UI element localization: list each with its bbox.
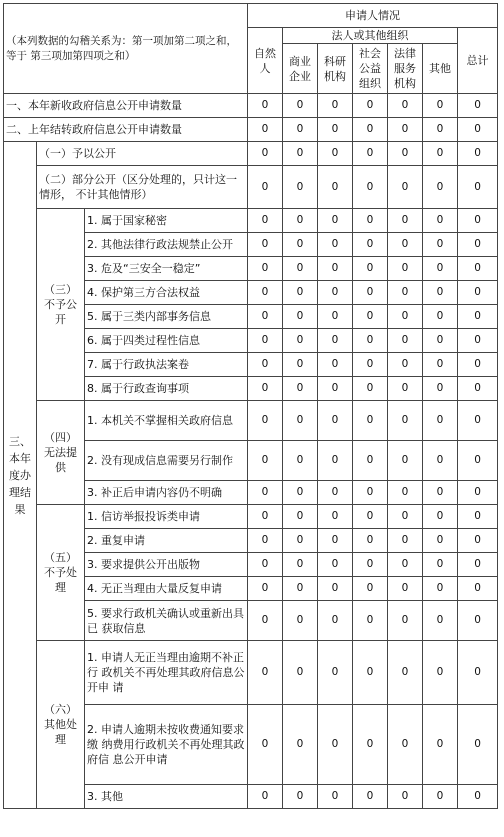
table-cell-value: 0	[388, 577, 423, 601]
table-cell-value: 0	[458, 577, 498, 601]
row-label-new-applications: 一、本年新收政府信息公开申请数量	[4, 94, 248, 118]
table-cell-value: 0	[318, 281, 353, 305]
row-label-carried-over: 二、上年结转政府信息公开申请数量	[4, 118, 248, 142]
table-cell-value: 0	[283, 785, 318, 809]
table-cell-value: 0	[318, 209, 353, 233]
table-cell-value: 0	[353, 401, 388, 441]
col-research-institution: 科研机构	[318, 44, 353, 94]
table-cell-value: 0	[458, 705, 498, 785]
table-cell-value: 0	[423, 166, 458, 209]
table-cell-value: 0	[248, 577, 283, 601]
table-cell-value: 0	[423, 601, 458, 641]
table-cell-value: 0	[318, 377, 353, 401]
table-cell-value: 0	[318, 118, 353, 142]
table-cell-value: 0	[248, 505, 283, 529]
table-cell-value: 0	[283, 118, 318, 142]
table-row	[4, 94, 498, 118]
table-cell-value: 0	[318, 481, 353, 505]
table-cell-value: 0	[388, 305, 423, 329]
item-label: 3. 补正后申请内容仍不明确	[85, 481, 248, 505]
table-cell-value: 0	[318, 257, 353, 281]
item-label: 1. 申请人无正当理由逾期不补正行 政机关不再处理其政府信息公开申 请	[85, 641, 248, 705]
group-label-other-processing: （六）其他处理	[37, 641, 85, 809]
table-cell-value: 0	[388, 142, 423, 166]
table-cell-value: 0	[353, 329, 388, 353]
item-label: 3. 危及“三安全一稳定”	[85, 257, 248, 281]
table-cell-value: 0	[353, 305, 388, 329]
table-cell-value: 0	[388, 553, 423, 577]
table-cell-value: 0	[283, 441, 318, 481]
table-cell-value: 0	[318, 641, 353, 705]
table-cell-value: 0	[423, 353, 458, 377]
table-cell-value: 0	[353, 377, 388, 401]
table-cell-value: 0	[248, 377, 283, 401]
table-cell-value: 0	[353, 142, 388, 166]
table-note: （本列数据的勾稽关系为：第一项加第二项之和，等于 第三项加第四项之和）	[4, 4, 248, 94]
table-cell-value: 0	[318, 166, 353, 209]
table-cell-value: 0	[353, 785, 388, 809]
table-cell-value: 0	[458, 401, 498, 441]
table-cell-value: 0	[353, 481, 388, 505]
table-cell-value: 0	[423, 641, 458, 705]
table-cell-value: 0	[283, 641, 318, 705]
table-cell-value: 0	[388, 118, 423, 142]
item-label: 4. 无正当理由大量反复申请	[85, 577, 248, 601]
table-row	[4, 641, 498, 705]
table-cell-value: 0	[353, 118, 388, 142]
table-cell-value: 0	[423, 281, 458, 305]
table-cell-value: 0	[423, 377, 458, 401]
table-cell-value: 0	[318, 142, 353, 166]
group-label-not-disclosed: （三）不予公开	[37, 209, 85, 401]
table-cell-value: 0	[458, 281, 498, 305]
table-cell-value: 0	[458, 377, 498, 401]
table-cell-value: 0	[388, 401, 423, 441]
table-cell-value: 0	[318, 705, 353, 785]
item-label: 2. 重复申请	[85, 529, 248, 553]
table-cell-value: 0	[423, 481, 458, 505]
table-cell-value: 0	[458, 481, 498, 505]
table-cell-value: 0	[248, 353, 283, 377]
table-cell-value: 0	[423, 577, 458, 601]
table-cell-value: 0	[318, 329, 353, 353]
table-cell-value: 0	[318, 529, 353, 553]
table-cell-value: 0	[318, 553, 353, 577]
section-3-label: 三、本年度办理结果	[4, 142, 37, 809]
table-cell-value: 0	[353, 281, 388, 305]
table-cell-value: 0	[283, 529, 318, 553]
table-cell-value: 0	[388, 441, 423, 481]
table-cell-value: 0	[248, 257, 283, 281]
table-cell-value: 0	[458, 233, 498, 257]
table-cell-value: 0	[388, 529, 423, 553]
item-label: 5. 要求行政机关确认或重新出具已 获取信息	[85, 601, 248, 641]
table-cell-value: 0	[388, 329, 423, 353]
table-cell-value: 0	[458, 166, 498, 209]
col-legal-service-org: 法律服务机构	[388, 44, 423, 94]
table-cell-value: 0	[353, 209, 388, 233]
table-cell-value: 0	[248, 329, 283, 353]
table-cell-value: 0	[283, 705, 318, 785]
table-cell-value: 0	[423, 142, 458, 166]
table-cell-value: 0	[458, 441, 498, 481]
table-cell-value: 0	[318, 353, 353, 377]
col-total: 总计	[458, 28, 498, 94]
table-cell-value: 0	[353, 705, 388, 785]
table-cell-value: 0	[283, 305, 318, 329]
table-cell-value: 0	[283, 281, 318, 305]
table-cell-value: 0	[248, 166, 283, 209]
table-cell-value: 0	[423, 305, 458, 329]
table-cell-value: 0	[458, 601, 498, 641]
table-cell-value: 0	[458, 257, 498, 281]
table-cell-value: 0	[388, 601, 423, 641]
disclosure-stats-table	[3, 3, 498, 809]
table-cell-value: 0	[353, 601, 388, 641]
table-cell-value: 0	[283, 481, 318, 505]
table-cell-value: 0	[318, 601, 353, 641]
table-cell-value: 0	[248, 209, 283, 233]
table-cell-value: 0	[423, 209, 458, 233]
group-label-unable-to-provide: （四）无法提供	[37, 401, 85, 505]
table-cell-value: 0	[423, 329, 458, 353]
table-cell-value: 0	[283, 257, 318, 281]
table-cell-value: 0	[458, 505, 498, 529]
col-commercial-enterprise: 商业企业	[283, 44, 318, 94]
item-label: 1. 本机关不掌握相关政府信息	[85, 401, 248, 441]
table-cell-value: 0	[318, 305, 353, 329]
table-cell-value: 0	[353, 553, 388, 577]
table-cell-value: 0	[353, 641, 388, 705]
table-cell-value: 0	[423, 785, 458, 809]
table-cell-value: 0	[248, 481, 283, 505]
table-cell-value: 0	[423, 94, 458, 118]
table-cell-value: 0	[458, 329, 498, 353]
table-cell-value: 0	[318, 785, 353, 809]
table-cell-value: 0	[423, 553, 458, 577]
table-cell-value: 0	[423, 233, 458, 257]
table-cell-value: 0	[318, 505, 353, 529]
table-cell-value: 0	[248, 401, 283, 441]
table-row	[4, 166, 498, 209]
table-cell-value: 0	[388, 641, 423, 705]
table-cell-value: 0	[248, 281, 283, 305]
table-cell-value: 0	[388, 505, 423, 529]
table-cell-value: 0	[318, 94, 353, 118]
table-row	[4, 142, 498, 166]
table-cell-value: 0	[283, 553, 318, 577]
row-label-disclosed: （一）予以公开	[37, 142, 248, 166]
table-cell-value: 0	[283, 577, 318, 601]
item-label: 3. 要求提供公开出版物	[85, 553, 248, 577]
table-cell-value: 0	[353, 505, 388, 529]
table-cell-value: 0	[283, 601, 318, 641]
table-cell-value: 0	[353, 94, 388, 118]
item-label: 1. 信访举报投诉类申请	[85, 505, 248, 529]
item-label: 2. 没有现成信息需要另行制作	[85, 441, 248, 481]
table-cell-value: 0	[388, 257, 423, 281]
row-label-partially-disclosed: （二）部分公开（区分处理的，只计这一情形， 不计其他情形）	[37, 166, 248, 209]
table-cell-value: 0	[353, 257, 388, 281]
table-cell-value: 0	[388, 209, 423, 233]
table-cell-value: 0	[458, 785, 498, 809]
table-cell-value: 0	[248, 641, 283, 705]
item-label: 7. 属于行政执法案卷	[85, 353, 248, 377]
table-cell-value: 0	[283, 329, 318, 353]
table-cell-value: 0	[248, 233, 283, 257]
table-cell-value: 0	[318, 577, 353, 601]
table-cell-value: 0	[458, 529, 498, 553]
table-cell-value: 0	[458, 118, 498, 142]
table-cell-value: 0	[353, 529, 388, 553]
table-cell-value: 0	[318, 233, 353, 257]
table-cell-value: 0	[248, 705, 283, 785]
table-cell-value: 0	[423, 257, 458, 281]
col-natural-person: 自然人	[248, 28, 283, 94]
table-cell-value: 0	[388, 166, 423, 209]
table-cell-value: 0	[458, 353, 498, 377]
table-cell-value: 0	[283, 142, 318, 166]
table-cell-value: 0	[423, 401, 458, 441]
table-cell-value: 0	[388, 705, 423, 785]
table-cell-value: 0	[458, 305, 498, 329]
col-other: 其他	[423, 44, 458, 94]
item-label: 3. 其他	[85, 785, 248, 809]
table-cell-value: 0	[283, 233, 318, 257]
table-cell-value: 0	[283, 166, 318, 209]
table-cell-value: 0	[353, 166, 388, 209]
table-cell-value: 0	[248, 94, 283, 118]
table-cell-value: 0	[388, 94, 423, 118]
table-cell-value: 0	[458, 553, 498, 577]
item-label: 8. 属于行政查询事项	[85, 377, 248, 401]
table-cell-value: 0	[388, 785, 423, 809]
table-cell-value: 0	[318, 441, 353, 481]
table-cell-value: 0	[248, 601, 283, 641]
table-cell-value: 0	[248, 142, 283, 166]
applicant-status-header: 申请人情况	[248, 4, 498, 28]
table-cell-value: 0	[423, 441, 458, 481]
table-cell-value: 0	[353, 577, 388, 601]
table-cell-value: 0	[248, 553, 283, 577]
group-label-not-processed: （五）不予处理	[37, 505, 85, 641]
item-label: 4. 保护第三方合法权益	[85, 281, 248, 305]
table-cell-value: 0	[458, 142, 498, 166]
table-cell-value: 0	[283, 377, 318, 401]
table-cell-value: 0	[353, 233, 388, 257]
table-row	[4, 209, 498, 233]
table-cell-value: 0	[283, 94, 318, 118]
table-cell-value: 0	[458, 94, 498, 118]
table-row	[4, 401, 498, 441]
table-cell-value: 0	[423, 529, 458, 553]
table-cell-value: 0	[248, 529, 283, 553]
item-label: 5. 属于三类内部事务信息	[85, 305, 248, 329]
table-cell-value: 0	[248, 305, 283, 329]
table-cell-value: 0	[423, 118, 458, 142]
item-label: 2. 其他法律行政法规禁止公开	[85, 233, 248, 257]
table-cell-value: 0	[388, 281, 423, 305]
table-cell-value: 0	[388, 353, 423, 377]
table-row	[4, 118, 498, 142]
table-cell-value: 0	[283, 353, 318, 377]
table-cell-value: 0	[388, 481, 423, 505]
col-public-welfare-org: 社会公益组织	[353, 44, 388, 94]
table-cell-value: 0	[388, 233, 423, 257]
table-cell-value: 0	[283, 209, 318, 233]
table-cell-value: 0	[353, 353, 388, 377]
table-cell-value: 0	[458, 641, 498, 705]
table-cell-value: 0	[388, 377, 423, 401]
table-cell-value: 0	[248, 441, 283, 481]
legal-person-group-header: 法人或其他组织	[283, 28, 458, 44]
table-cell-value: 0	[248, 785, 283, 809]
table-cell-value: 0	[318, 401, 353, 441]
table-cell-value: 0	[423, 705, 458, 785]
table-cell-value: 0	[353, 441, 388, 481]
item-label: 6. 属于四类过程性信息	[85, 329, 248, 353]
table-row	[4, 505, 498, 529]
item-label: 2. 申请人逾期未按收费通知要求缴 纳费用行政机关不再处理其政府信 息公开申请	[85, 705, 248, 785]
table-cell-value: 0	[248, 118, 283, 142]
table-cell-value: 0	[283, 505, 318, 529]
table-cell-value: 0	[423, 505, 458, 529]
item-label: 1. 属于国家秘密	[85, 209, 248, 233]
table-cell-value: 0	[283, 401, 318, 441]
table-cell-value: 0	[458, 209, 498, 233]
